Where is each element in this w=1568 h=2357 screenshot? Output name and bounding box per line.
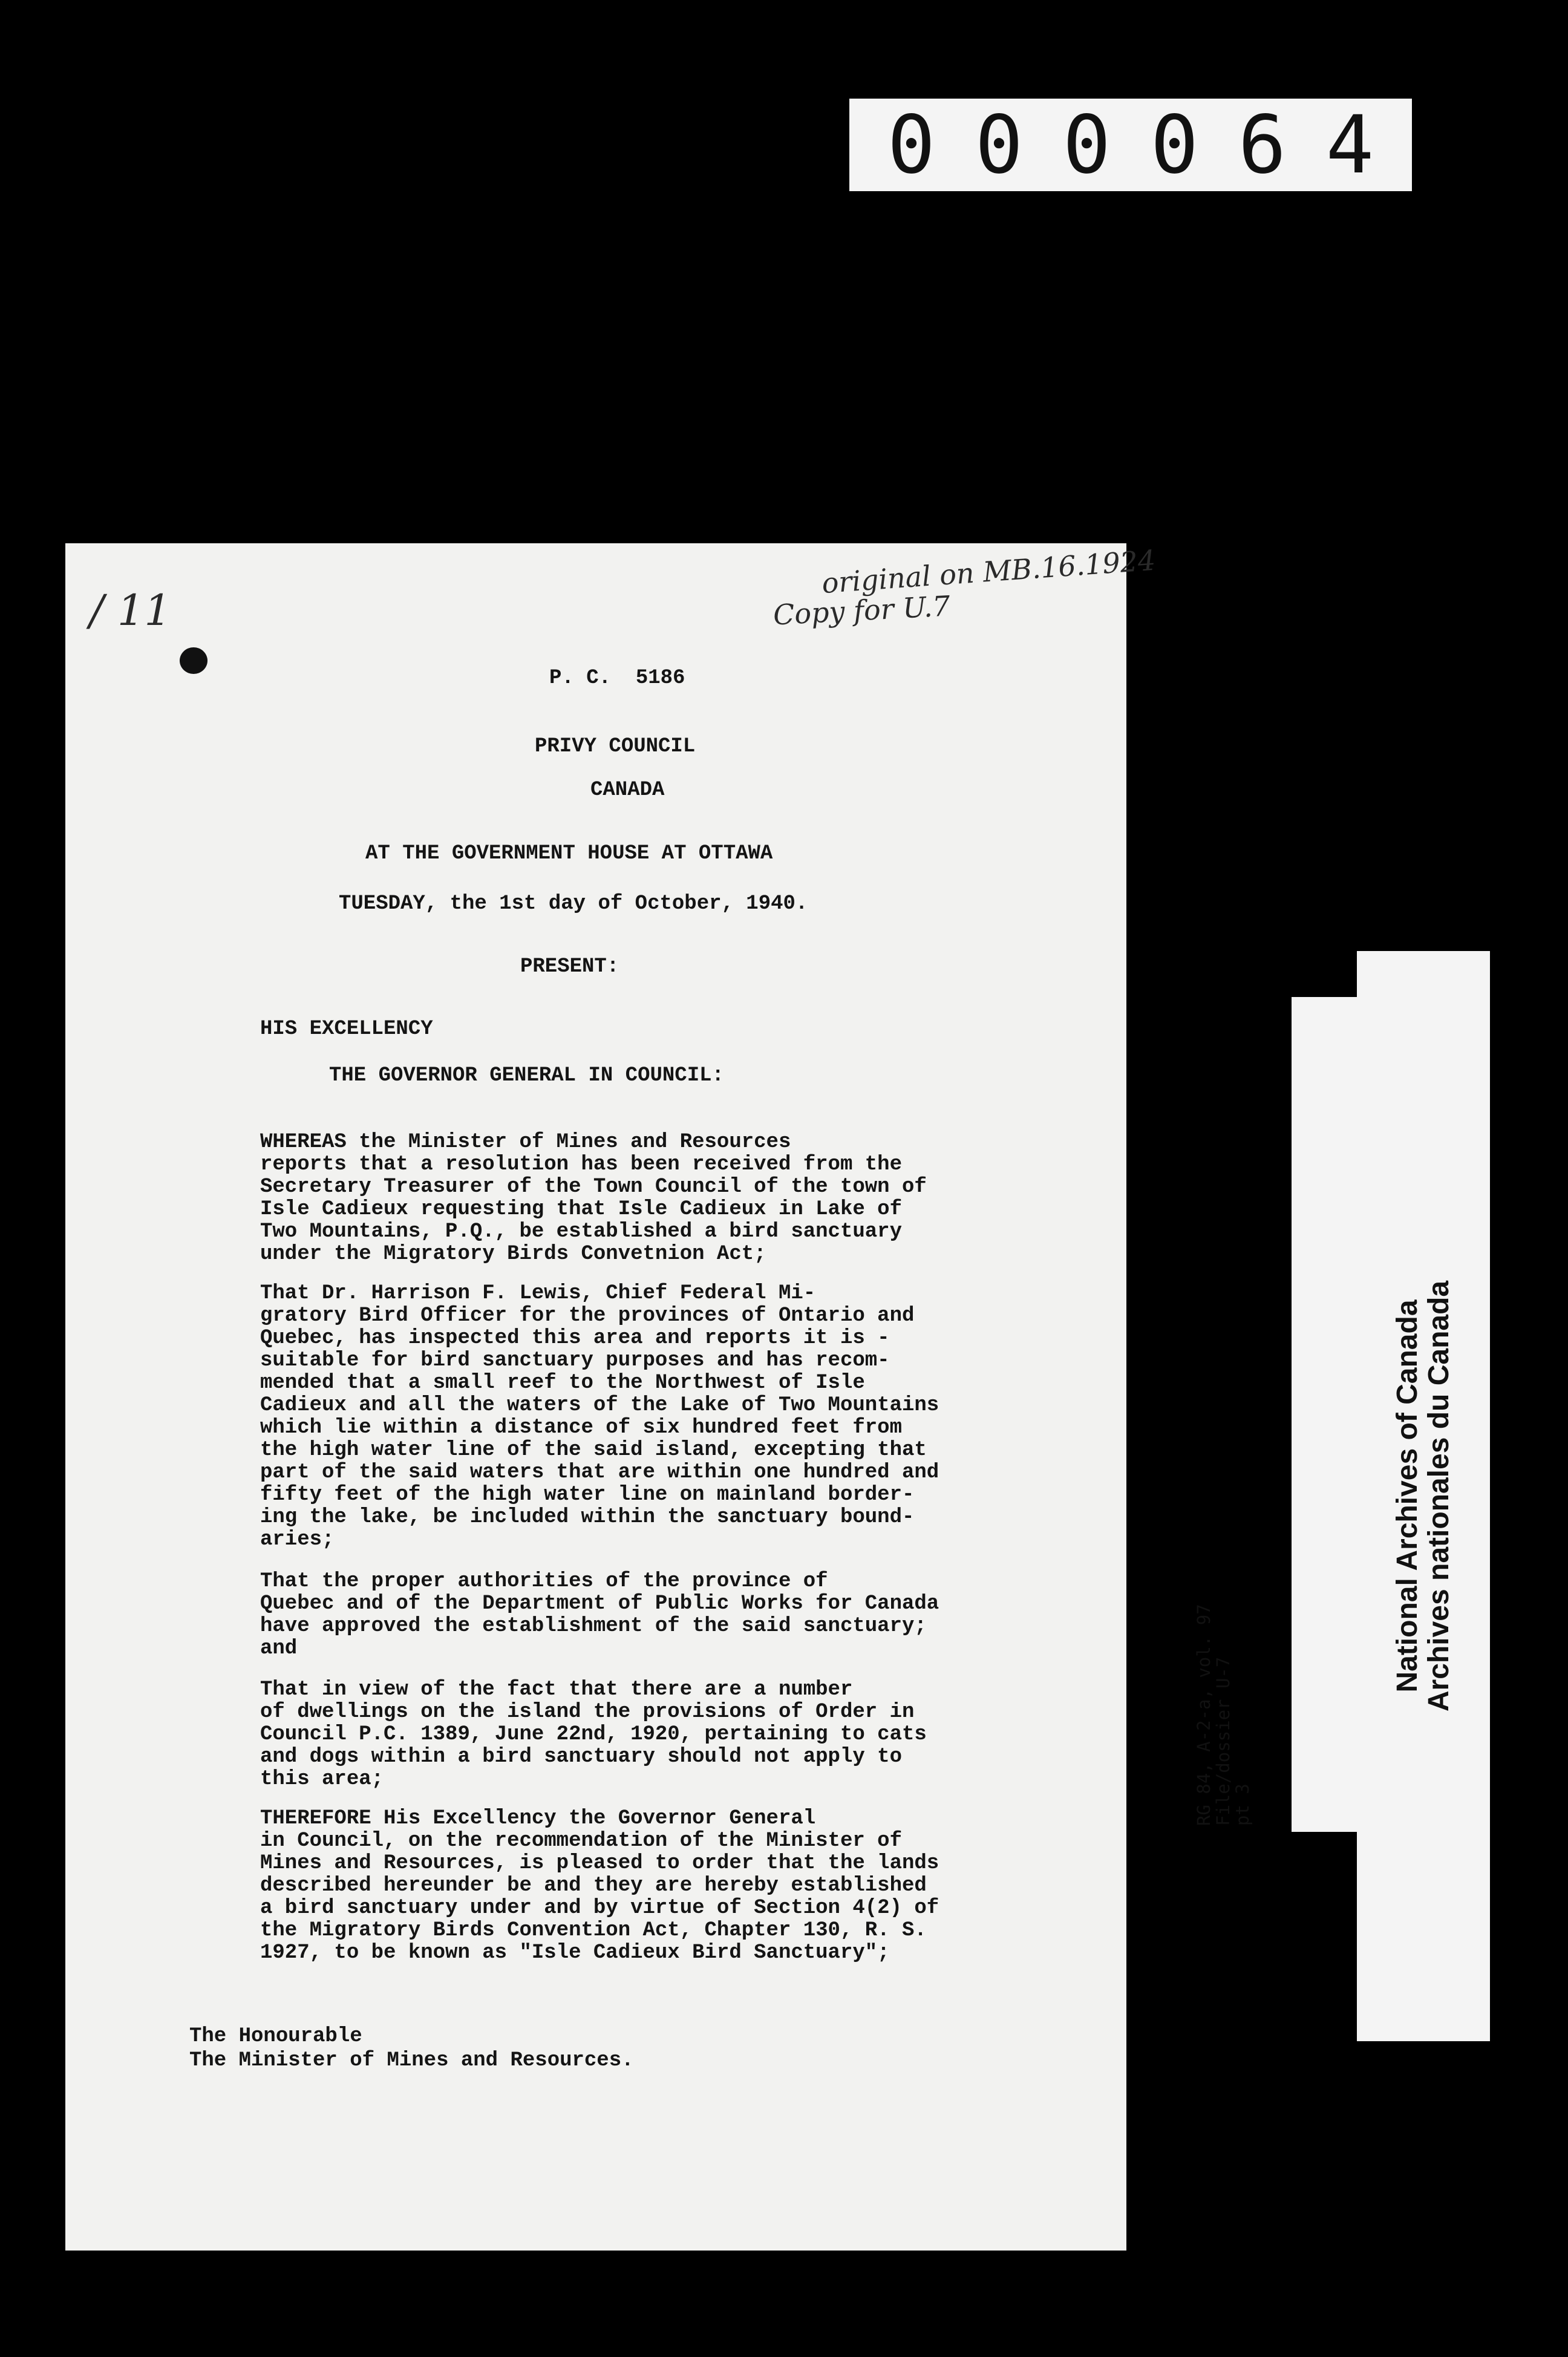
frame-digit: 4	[1325, 98, 1374, 192]
frame-digit: 0	[975, 98, 1024, 192]
archive-reference-text: RG 84, A-2-a, vol. 97 File/dossier U-7 pt 3	[1194, 1604, 1253, 1826]
document-page	[65, 543, 1157, 2251]
paragraph-dwellings: That in view of the fact that there are a number of dwellings on the island the provisions of Order in Council P.C. 1389, June 22nd, 1920, pertaining to cats and dogs within a bird sanctuary should not apply to this area;	[260, 1678, 927, 1791]
archive-name-label	[1357, 951, 1490, 2041]
paragraph-whereas: WHEREAS the Minister of Mines and Resources reports that a resolution has been received from the Secretary Treasurer of the Town Council of the town of Isle Cadieux requesting that Isle Cadieux in Lake of Two Mountains, P.Q., be established a bird sanctuary under the Migratory Birds Convetnion Act;	[260, 1131, 927, 1266]
handwritten-mark: / 11	[90, 586, 171, 635]
excellency-line: HIS EXCELLENCY	[260, 1018, 433, 1041]
council-title: PRIVY COUNCIL	[535, 735, 696, 758]
date-line: TUESDAY, the 1st day of October, 1940.	[339, 892, 808, 915]
archive-name-fr: Archives nationales du Canada	[1423, 1280, 1455, 1712]
handwritten-note: Copy for U.7	[772, 589, 951, 632]
addressee-line: The Minister of Mines and Resources.	[189, 2049, 634, 2072]
frame-digit: 0	[887, 98, 936, 192]
frame-digit: 0	[1150, 98, 1199, 192]
frame-counter	[849, 99, 1412, 191]
paragraph-lewis: That Dr. Harrison F. Lewis, Chief Federal Mi- gratory Bird Officer for the provinces of Ontario and Quebec, has inspected this area and reports it is - suitable for bird sanctuary purposes and has recom- mended that a small reef to the Northwest of Isle Cadieux and all the waters of the Lake of Two Mountains which lie within a distance of six hundred feet from the high water line of the said island, excepting that part of the said waters that are within one hundred and fifty feet of the high water line on mainland border- ing the lake, be included within the sanctuary bound- aries;	[260, 1282, 939, 1551]
country-title: CANADA	[590, 779, 665, 802]
governor-line: THE GOVERNOR GENERAL IN COUNCIL:	[329, 1064, 724, 1087]
present-heading: PRESENT:	[520, 955, 619, 978]
archive-name-en: National Archives of Canada	[1391, 1299, 1423, 1693]
addressee-line: The Honourable	[189, 2025, 362, 2048]
punch-hole-mark	[180, 647, 207, 674]
frame-digit: 6	[1238, 98, 1287, 192]
handwritten-note: original on MB.16.1924	[820, 543, 1157, 600]
pc-number: P. C. 5186	[549, 667, 685, 690]
frame-digit: 0	[1062, 98, 1111, 192]
paragraph-authorities: That the proper authorities of the province of Quebec and of the Department of Public Works for Canada have approved the establishment of the said sanctuary; and	[260, 1570, 939, 1660]
archive-name-text	[1392, 1042, 1455, 1950]
paragraph-therefore: THEREFORE His Excellency the Governor General in Council, on the recommendation of the Minister of Mines and Resources, is pleased to order that the lands described hereunder be and they are hereby established a bird sanctuary under and by virtue of Section 4(2) of the Migratory Birds Convention Act, Chapter 130, R. S. 1927, to be known as "Isle Cadieux Bird Sanctuary";	[260, 1807, 939, 1964]
place-line: AT THE GOVERNMENT HOUSE AT OTTAWA	[365, 842, 773, 865]
